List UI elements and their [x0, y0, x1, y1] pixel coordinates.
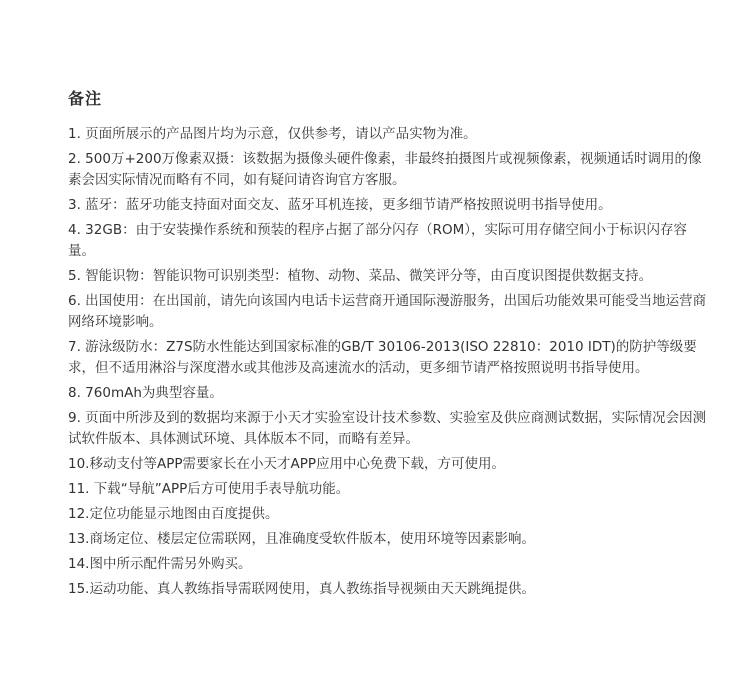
note-text: 运动功能、真人教练指导需联网使用，真人教练指导视频由天天跳绳提供。 — [89, 581, 535, 597]
note-item — [68, 383, 710, 404]
notes-title: 备注 — [68, 89, 103, 108]
note-number: 3. — [68, 197, 81, 213]
note-text: 32GB：由于安装操作系统和预装的程序占据了部分闪存（ROM），实际可用存储空间小于标识闪存容量。 — [68, 222, 687, 259]
note-item — [68, 579, 710, 600]
note-text: 智能识物：智能识物可识别类型：植物、动物、菜品、微笑评分等，由百度识图提供数据支持。 — [80, 268, 653, 284]
note-item — [68, 195, 710, 216]
note-number: 8. — [68, 385, 81, 401]
note-item — [68, 504, 710, 525]
note-number: 13. — [68, 531, 90, 547]
note-number: 7. — [68, 339, 81, 355]
note-text: 图中所示配件需另外购买。 — [89, 556, 252, 572]
note-number: 9. — [68, 410, 81, 426]
note-number: 4. — [68, 222, 81, 238]
note-number: 1. — [68, 126, 81, 142]
note-item — [68, 408, 710, 450]
notes-list — [68, 124, 710, 600]
note-text: 页面所展示的产品图片均为示意，仅供参考，请以产品实物为准。 — [80, 126, 477, 142]
note-item — [68, 124, 710, 145]
note-text: 出国使用：在出国前，请先向该国内电话卡运营商开通国际漫游服务，出国后功能效果可能受当地运营商网络环境影响。 — [68, 293, 707, 330]
note-text: 500万+200万像素双摄：该数据为摄像头硬件像素，非最终拍摄图片或视频像素，视频通话时调用的像素会因实际情况而略有不同，如有疑问请咨询官方客服。 — [68, 151, 702, 188]
note-item — [68, 479, 710, 500]
note-item — [68, 220, 710, 262]
note-text: 游泳级防水：Z7S防水性能达到国家标准的GB/T 30106-2013(ISO 22810：2010 IDT)的防护等级要求，但不适用淋浴与深度潜水或其他涉及高速流水的活动，更多细节请严格按照说明书指导使用。 — [68, 339, 697, 376]
note-text: 商场定位、楼层定位需联网，且准确度受软件版本，使用环境等因素影响。 — [89, 531, 535, 547]
note-number: 2. — [68, 151, 81, 167]
note-text: 蓝牙：蓝牙功能支持面对面交友、蓝牙耳机连接，更多细节请严格按照说明书指导使用。 — [80, 197, 612, 213]
note-item — [68, 529, 710, 550]
note-text: 760mAh为典型容量。 — [80, 385, 223, 401]
note-number: 5. — [68, 268, 81, 284]
note-item — [68, 337, 710, 379]
note-text: 页面中所涉及到的数据均来源于小天才实验室设计技术参数、实验室及供应商测试数据，实际情况会因测试软件版本、具体测试环境、具体版本不同，而略有差异。 — [68, 410, 707, 447]
note-text: 定位功能显示地图由百度提供。 — [89, 506, 279, 522]
note-number: 14. — [68, 556, 90, 572]
note-number: 11. — [68, 481, 90, 497]
note-number: 12. — [68, 506, 90, 522]
note-number: 6. — [68, 293, 81, 309]
note-item — [68, 291, 710, 333]
note-item — [68, 149, 710, 191]
note-item — [68, 554, 710, 575]
note-text: 移动支付等APP需要家长在小天才APP应用中心免费下载，方可使用。 — [89, 456, 506, 472]
note-text: 下载“导航”APP后方可使用手表导航功能。 — [89, 481, 350, 497]
note-item — [68, 266, 710, 287]
note-item — [68, 454, 710, 475]
note-number: 15. — [68, 581, 90, 597]
note-number: 10. — [68, 456, 90, 472]
